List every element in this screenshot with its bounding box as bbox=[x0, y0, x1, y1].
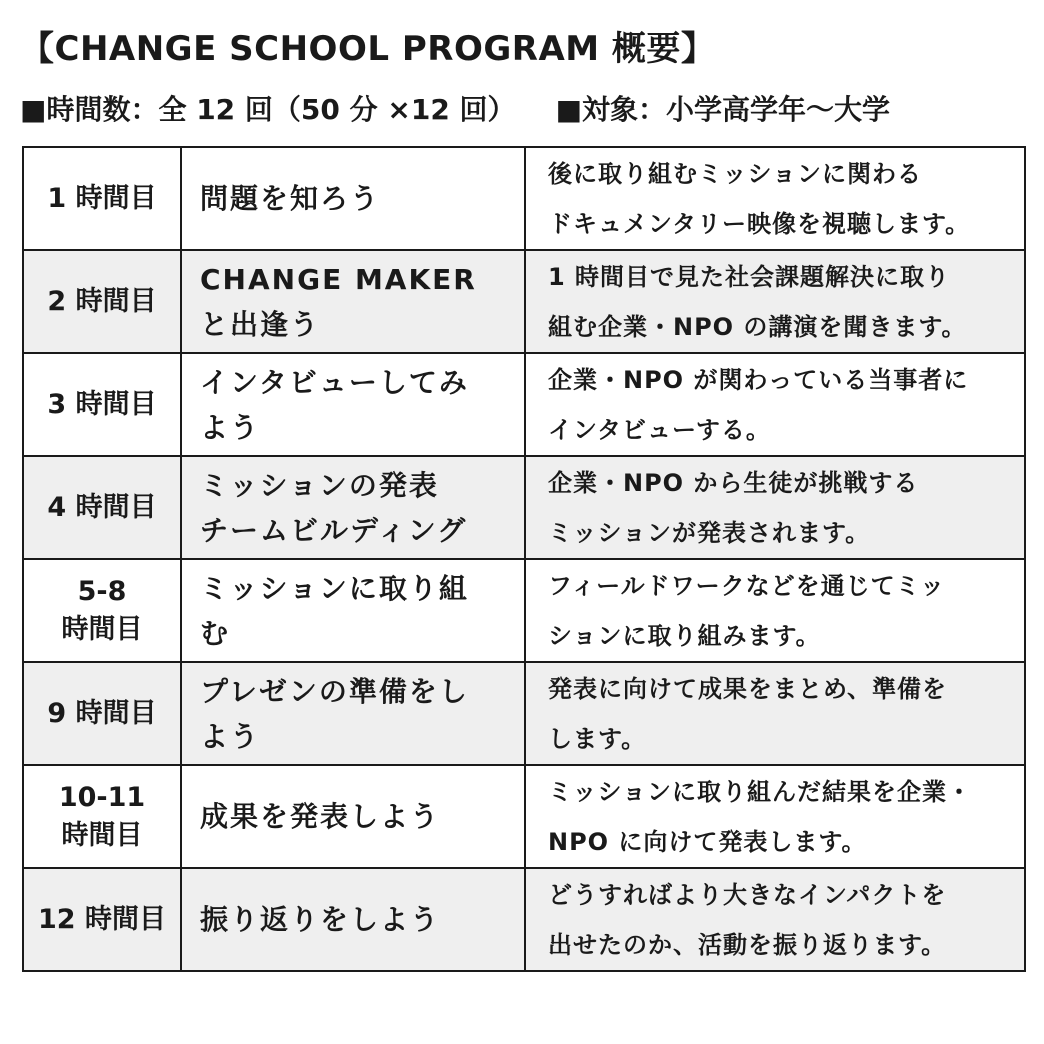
table-row bbox=[23, 559, 1025, 662]
session-title-cell: ミッションの発表 チームビルディング bbox=[181, 456, 525, 559]
schedule-table bbox=[22, 146, 1026, 972]
session-title-cell: プレゼンの準備をし よう bbox=[181, 662, 525, 765]
session-title-cell: 問題を知ろう bbox=[181, 147, 525, 250]
page-title: 【CHANGE SCHOOL PROGRAM 概要】 bbox=[20, 29, 716, 69]
table-row bbox=[23, 868, 1025, 971]
session-title-cell: 振り返りをしよう bbox=[181, 868, 525, 971]
session-description-cell: 企業・NPO が関わっている当事者に インタビューする。 bbox=[525, 353, 1025, 456]
table-row bbox=[23, 765, 1025, 868]
period-cell: 10-11 時間目 bbox=[23, 765, 181, 868]
period-cell: 5-8 時間目 bbox=[23, 559, 181, 662]
session-description-cell: 発表に向けて成果をまとめ、準備を します。 bbox=[525, 662, 1025, 765]
session-description-cell: フィールドワークなどを通じてミッ ションに取り組みます。 bbox=[525, 559, 1025, 662]
session-description-cell: 1 時間目で見た社会課題解決に取り 組む企業・NPO の講演を聞きます。 bbox=[525, 250, 1025, 353]
program-info-line bbox=[20, 88, 890, 132]
session-description-cell: 企業・NPO から生徒が挑戦する ミッションが発表されます。 bbox=[525, 456, 1025, 559]
table-row bbox=[23, 353, 1025, 456]
session-title-cell: ミッションに取り組 む bbox=[181, 559, 525, 662]
period-cell: 1 時間目 bbox=[23, 147, 181, 250]
session-description-cell: 後に取り組むミッションに関わる ドキュメンタリー映像を視聴します。 bbox=[525, 147, 1025, 250]
session-title-cell: CHANGE MAKER と出逢う bbox=[181, 250, 525, 353]
session-description-cell: ミッションに取り組んだ結果を企業・ NPO に向けて発表します。 bbox=[525, 765, 1025, 868]
session-title-cell: 成果を発表しよう bbox=[181, 765, 525, 868]
period-cell: 2 時間目 bbox=[23, 250, 181, 353]
period-cell: 3 時間目 bbox=[23, 353, 181, 456]
table-row bbox=[23, 250, 1025, 353]
period-cell: 12 時間目 bbox=[23, 868, 181, 971]
hours-info: ■時間数：全 12 回（50 分 ×12 回） bbox=[20, 93, 516, 126]
table-row bbox=[23, 147, 1025, 250]
session-title-cell: インタビューしてみ よう bbox=[181, 353, 525, 456]
session-description-cell: どうすればより大きなインパクトを 出せたのか、活動を振り返ります。 bbox=[525, 868, 1025, 971]
period-cell: 4 時間目 bbox=[23, 456, 181, 559]
target-info: ■対象：小学高学年〜大学 bbox=[555, 93, 891, 126]
table-row bbox=[23, 456, 1025, 559]
period-cell: 9 時間目 bbox=[23, 662, 181, 765]
table-row bbox=[23, 662, 1025, 765]
